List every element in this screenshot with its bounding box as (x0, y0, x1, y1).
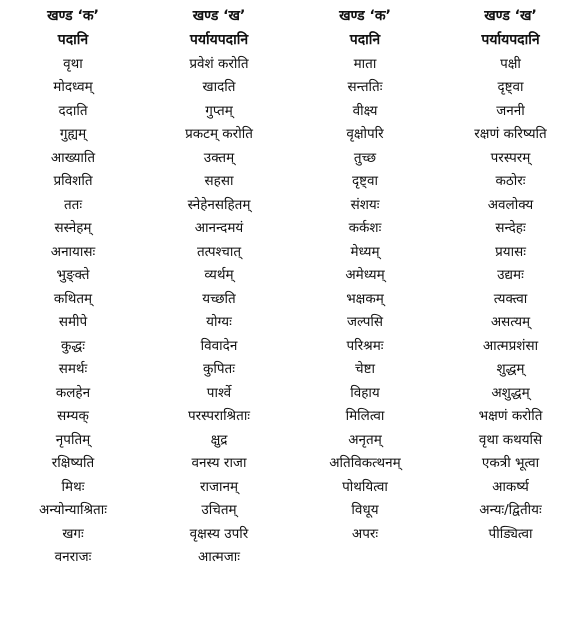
table-cell: वृक्षस्य उपरि (189, 525, 249, 542)
section-label: खण्ड ‘ख’ (192, 8, 246, 25)
section-label: खण्ड ‘ख’ (484, 8, 537, 25)
table-row (0, 169, 583, 193)
column-header-row (0, 28, 583, 52)
table-cell: तुच्छ (353, 149, 377, 166)
table-cell: सन्ततिः (347, 79, 383, 96)
table-cell: कथितम् (53, 290, 93, 307)
table-cell: क्षुद्र (210, 431, 228, 448)
table-cell: अपरः (351, 525, 379, 542)
table-cell: ततः (63, 196, 83, 213)
table-cell: सहसा (204, 173, 234, 190)
table-cell: मोदध्वम् (53, 79, 93, 96)
table-row (0, 333, 583, 357)
table-cell: वृथा (63, 55, 83, 72)
table-row (0, 98, 583, 122)
table-cell: जननी (496, 102, 525, 119)
section-label: खण्ड ‘क’ (47, 8, 99, 25)
table-cell: रक्षिष्यति (51, 455, 95, 472)
table-cell: सम्यक् (57, 408, 89, 425)
table-cell: अन्योन्याश्रिताः (39, 502, 107, 519)
table-row (0, 239, 583, 263)
table-cell: मिलित्वा (345, 408, 385, 425)
table-cell: माता (353, 55, 377, 72)
table-cell: यच्छति (202, 290, 236, 307)
table-cell: मिथः (61, 478, 85, 495)
table-cell: शुद्धम् (496, 361, 525, 378)
table-cell: पीड्यित्वा (488, 525, 533, 542)
table-cell: विहाय (350, 384, 380, 401)
table-cell: कुपितः (203, 361, 235, 378)
section-header-row (0, 4, 583, 28)
column-header: पदानि (349, 31, 381, 48)
table-cell: राजानम् (199, 478, 239, 495)
table-cell: एकत्री भूत्वा (481, 455, 540, 472)
table-cell: आत्मप्रशंसा (482, 337, 539, 354)
table-row (0, 357, 583, 381)
table-cell: आख्याति (50, 149, 96, 166)
table-cell: विधूय (351, 502, 379, 519)
table-cell: रक्षणं करिष्यति (474, 126, 547, 143)
table-cell: भुङ्क्ते (56, 267, 90, 284)
table-row (0, 451, 583, 475)
column-header: पदानि (57, 31, 89, 48)
table-cell: नृपतिम् (55, 431, 91, 448)
table-row (0, 286, 583, 310)
table-cell: अन्यः/द्वितीयः (479, 502, 542, 519)
table-row (0, 521, 583, 545)
table-cell: पक्षी (500, 55, 521, 72)
table-row (0, 51, 583, 75)
table-cell: खादति (202, 79, 236, 96)
table-cell: वनराजः (54, 549, 92, 566)
table-cell: तत्पश्चात् (196, 243, 242, 260)
table-cell: अवलोक्य (487, 196, 534, 213)
table-cell: अतिविकत्थनम् (329, 455, 401, 472)
section-label: खण्ड ‘क’ (339, 8, 391, 25)
table-row (0, 192, 583, 216)
table-row (0, 427, 583, 451)
table-cell: उद्यमः (497, 267, 524, 284)
table-cell: उक्तम् (203, 149, 235, 166)
table-cell (292, 545, 438, 569)
table-cell: परस्पराश्रिताः (187, 408, 251, 425)
table-cell: अनायासः (50, 243, 96, 260)
table-cell: भक्षकम् (346, 290, 384, 307)
table-cell: समर्थः (58, 361, 88, 378)
table-row (0, 474, 583, 498)
table-cell: वीक्ष्य (352, 102, 378, 119)
table-cell: अशुद्धम् (491, 384, 530, 401)
word-matching-table (0, 4, 583, 568)
table-cell: प्रकटम् करोति (185, 126, 253, 143)
table-cell: अनृतम् (348, 431, 382, 448)
table-row (0, 545, 583, 569)
table-cell: प्रवेशं करोति (189, 55, 249, 72)
table-cell: योग्यः (206, 314, 232, 331)
table-cell: आकर्ष्य (492, 478, 529, 495)
table-cell: दृष्ट्वा (497, 79, 524, 96)
table-cell (438, 545, 583, 569)
table-cell: कुद्धः (61, 337, 85, 354)
table-cell: वनस्य राजा (191, 455, 247, 472)
table-cell: विवादेन (200, 337, 238, 354)
column-header: पर्यायपदानि (189, 31, 249, 48)
table-row (0, 498, 583, 522)
table-cell: दृष्ट्वा (351, 173, 379, 190)
table-cell: जल्पसि (346, 314, 384, 331)
table-row (0, 145, 583, 169)
table-row (0, 263, 583, 287)
table-cell: मेध्यम् (350, 243, 380, 260)
table-cell: वृक्षोपरि (346, 126, 384, 143)
table-cell: संशयः (350, 196, 380, 213)
column-header: पर्यायपदानि (481, 31, 540, 48)
table-cell: आनन्दमयं (194, 220, 244, 237)
table-cell: असत्यम् (490, 314, 531, 331)
table-cell: सन्देहः (495, 220, 526, 237)
table-cell: कलहेन (55, 384, 91, 401)
table-cell: कठोरः (495, 173, 526, 190)
table-cell: गुह्यम् (59, 126, 87, 143)
table-cell: कर्कशः (348, 220, 382, 237)
table-cell: प्रविशति (53, 173, 93, 190)
table-cell: समीपे (58, 314, 88, 331)
table-cell: स्नेहेनसहितम् (187, 196, 251, 213)
table-cell: गुप्तम् (205, 102, 233, 119)
table-row (0, 380, 583, 404)
table-row (0, 122, 583, 146)
table-cell: प्रयासः (495, 243, 526, 260)
table-cell: खगः (62, 525, 84, 542)
table-cell: ददाति (58, 102, 88, 119)
table-cell: आत्मजाः (198, 549, 240, 566)
table-cell: परिश्रमः (346, 337, 384, 354)
table-cell: व्यर्थम् (204, 267, 234, 284)
table-cell: वृथा कथयसि (478, 431, 543, 448)
table-row (0, 75, 583, 99)
table-cell: उचितम् (201, 502, 237, 519)
table-cell: त्यक्त्वा (493, 290, 528, 307)
table-cell: चेष्टा (355, 361, 375, 378)
table-cell: परस्परम् (490, 149, 531, 166)
table-row (0, 310, 583, 334)
table-cell: सस्नेहम् (54, 220, 92, 237)
table-row (0, 404, 583, 428)
table-cell: अमेध्यम् (345, 267, 385, 284)
table-body (0, 4, 583, 568)
table-cell: पोथयित्वा (342, 478, 388, 495)
table-row (0, 216, 583, 240)
table-cell: भक्षणं करोति (478, 408, 543, 425)
table-cell: पार्श्वे (206, 384, 232, 401)
